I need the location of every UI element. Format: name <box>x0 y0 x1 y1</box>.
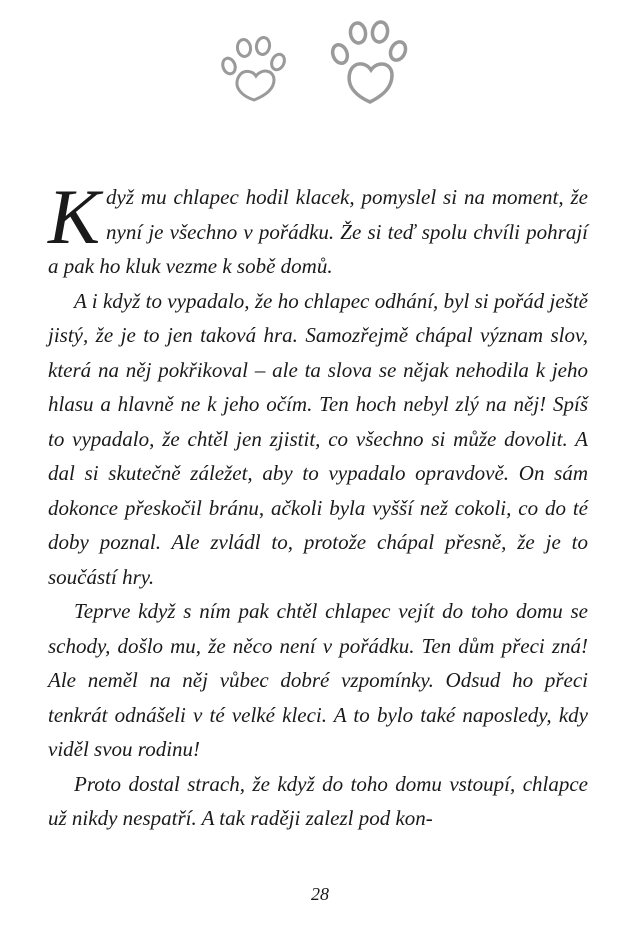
page-number: 28 <box>311 884 329 904</box>
paragraph: Proto dostal strach, že když do toho domu vstoupí, chlapce už nikdy nespatří. A tak raději zalezl pod kon- <box>48 771 588 830</box>
paw-print-icon <box>220 36 290 108</box>
drop-cap: K <box>48 173 101 260</box>
paragraph: Teprve když s ním pak chtěl chlapec vejít do toho domu se schody, došlo mu, že něco není v pořádku. Ten dům přeci zná! Ale neměl na něj vůbec dobré vzpomínky. Odsud ho přeci tenkrát odnášeli v té velké kleci. A to bylo také naposledy, kdy viděl svou rodinu! <box>48 599 588 761</box>
paw-ornament <box>0 14 640 104</box>
paragraph-text: dyž mu chlapec hodil klacek, pomyslel si na moment, že nyní je všechno v pořádku. Že si teď spolu chvíli pohrají a pak ho kluk vezme k sobě domů. <box>48 185 588 278</box>
paragraph: A i když to vypadalo, že ho chlapec odhání, byl si pořád ještě jistý, že je to jen taková hra. Samozřejmě chápal význam slov, která na něj pokřikoval – ale ta slova se nějak nehodila k jeho hlasu a hlavně ne k jeho očím. Ten hoch nebyl zlý na něj! Spíš to vypadalo, že chtěl jen zjistit, co všechno si může dovolit. A dal si skutečně záležet, aby to vypadalo opravdově. On sám dokonce přeskočil bránu, ačkoli byla vyšší než cokoli, co do té doby poznal. Ale zvládl to, protože chápal přesně, že je to součástí hry. <box>48 288 588 589</box>
paw-print-icon <box>328 20 410 110</box>
paragraph <box>48 173 588 284</box>
chapter-text <box>48 173 588 836</box>
